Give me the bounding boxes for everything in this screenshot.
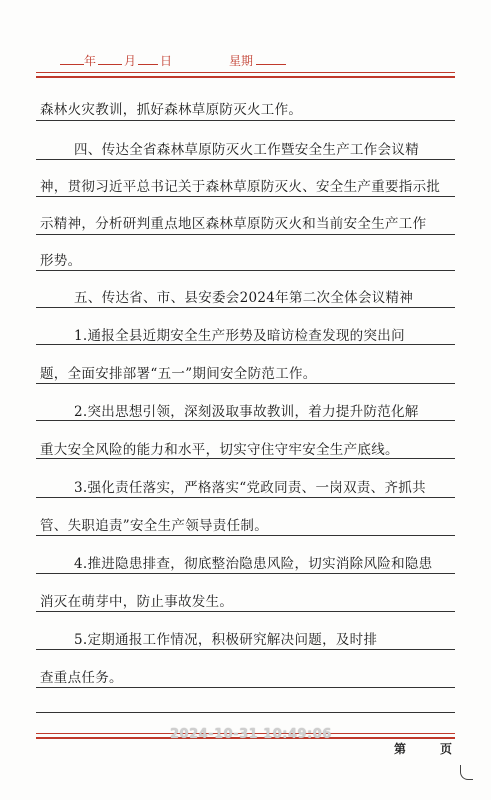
ruled-line [36, 344, 455, 345]
year-label: 年 [84, 54, 97, 68]
text-line-5: 形势。 [40, 253, 82, 269]
ruled-line [36, 420, 455, 421]
ruled-line [36, 573, 455, 574]
ruled-line [36, 196, 455, 197]
day-blank [138, 64, 158, 65]
weekday-blank [256, 64, 286, 65]
date-header [0, 52, 491, 72]
text-line-3: 神，贯彻习近平总书记关于森林草原防灭火、安全生产重要指示批 [40, 179, 441, 195]
text-line-4: 示精神，分析研判重点地区森林草原防灭火和当前安全生产工作 [40, 216, 427, 232]
year-blank [60, 64, 84, 65]
day-label: 日 [160, 54, 173, 68]
text-line-1: 森林火灾教训，抓好森林草原防灭火工作。 [40, 102, 303, 118]
text-line-13: 4.推进隐患排查，彻底整治隐患风险，切实消除风险和隐患 [74, 556, 433, 572]
ruled-line [36, 712, 455, 713]
ruled-line [36, 307, 455, 308]
photo-timestamp: 2024-10-31 10:49:06 [170, 727, 332, 742]
text-line-10: 重大安全风险的能力和水平，切实守住守牢安全生产底线。 [40, 442, 399, 458]
text-line-8: 题，全面安排部署“五一”期间安全防范工作。 [40, 366, 317, 382]
text-line-7: 1.通报全县近期安全生产形势及暗访检查发现的突出问 [74, 328, 405, 344]
ruled-line [36, 611, 455, 612]
weekday-label: 星期 [229, 54, 254, 68]
ruled-line [36, 687, 455, 688]
text-line-9: 2.突出思想引领，深刻汲取事故教训，着力提升防范化解 [74, 404, 419, 420]
pen-mark [460, 765, 473, 780]
page-prefix: 第 [394, 742, 407, 756]
text-line-6: 五、传达省、市、县安委会2024年第二次全体会议精神 [74, 290, 414, 306]
ruled-line [36, 120, 455, 121]
ruled-line [36, 270, 455, 271]
ruled-line [36, 383, 455, 384]
text-line-16: 查重点任务。 [40, 670, 123, 686]
text-line-15: 5.定期通报工作情况，积极研究解决问题，及时排 [74, 632, 378, 648]
header-rule-bottom [36, 76, 455, 78]
ruled-line [36, 649, 455, 650]
page-suffix: 页 [440, 742, 453, 756]
header-rule-top [36, 72, 455, 73]
text-line-11: 3.强化责任落实，严格落实“党政同责、一岗双责、齐抓共 [74, 480, 426, 496]
ruled-line [36, 497, 455, 498]
text-line-14: 消灭在萌芽中，防止事故发生。 [40, 594, 234, 610]
month-blank [98, 64, 122, 65]
text-line-2: 四、传达全省森林草原防灭火工作暨安全生产工作会议精 [74, 142, 419, 158]
ruled-line [36, 159, 455, 160]
ruled-line [36, 458, 455, 459]
text-line-12: 管、失职追责”安全生产领导责任制。 [40, 518, 269, 534]
ruled-line [36, 234, 455, 235]
ruled-line [36, 535, 455, 536]
month-label: 月 [124, 54, 137, 68]
